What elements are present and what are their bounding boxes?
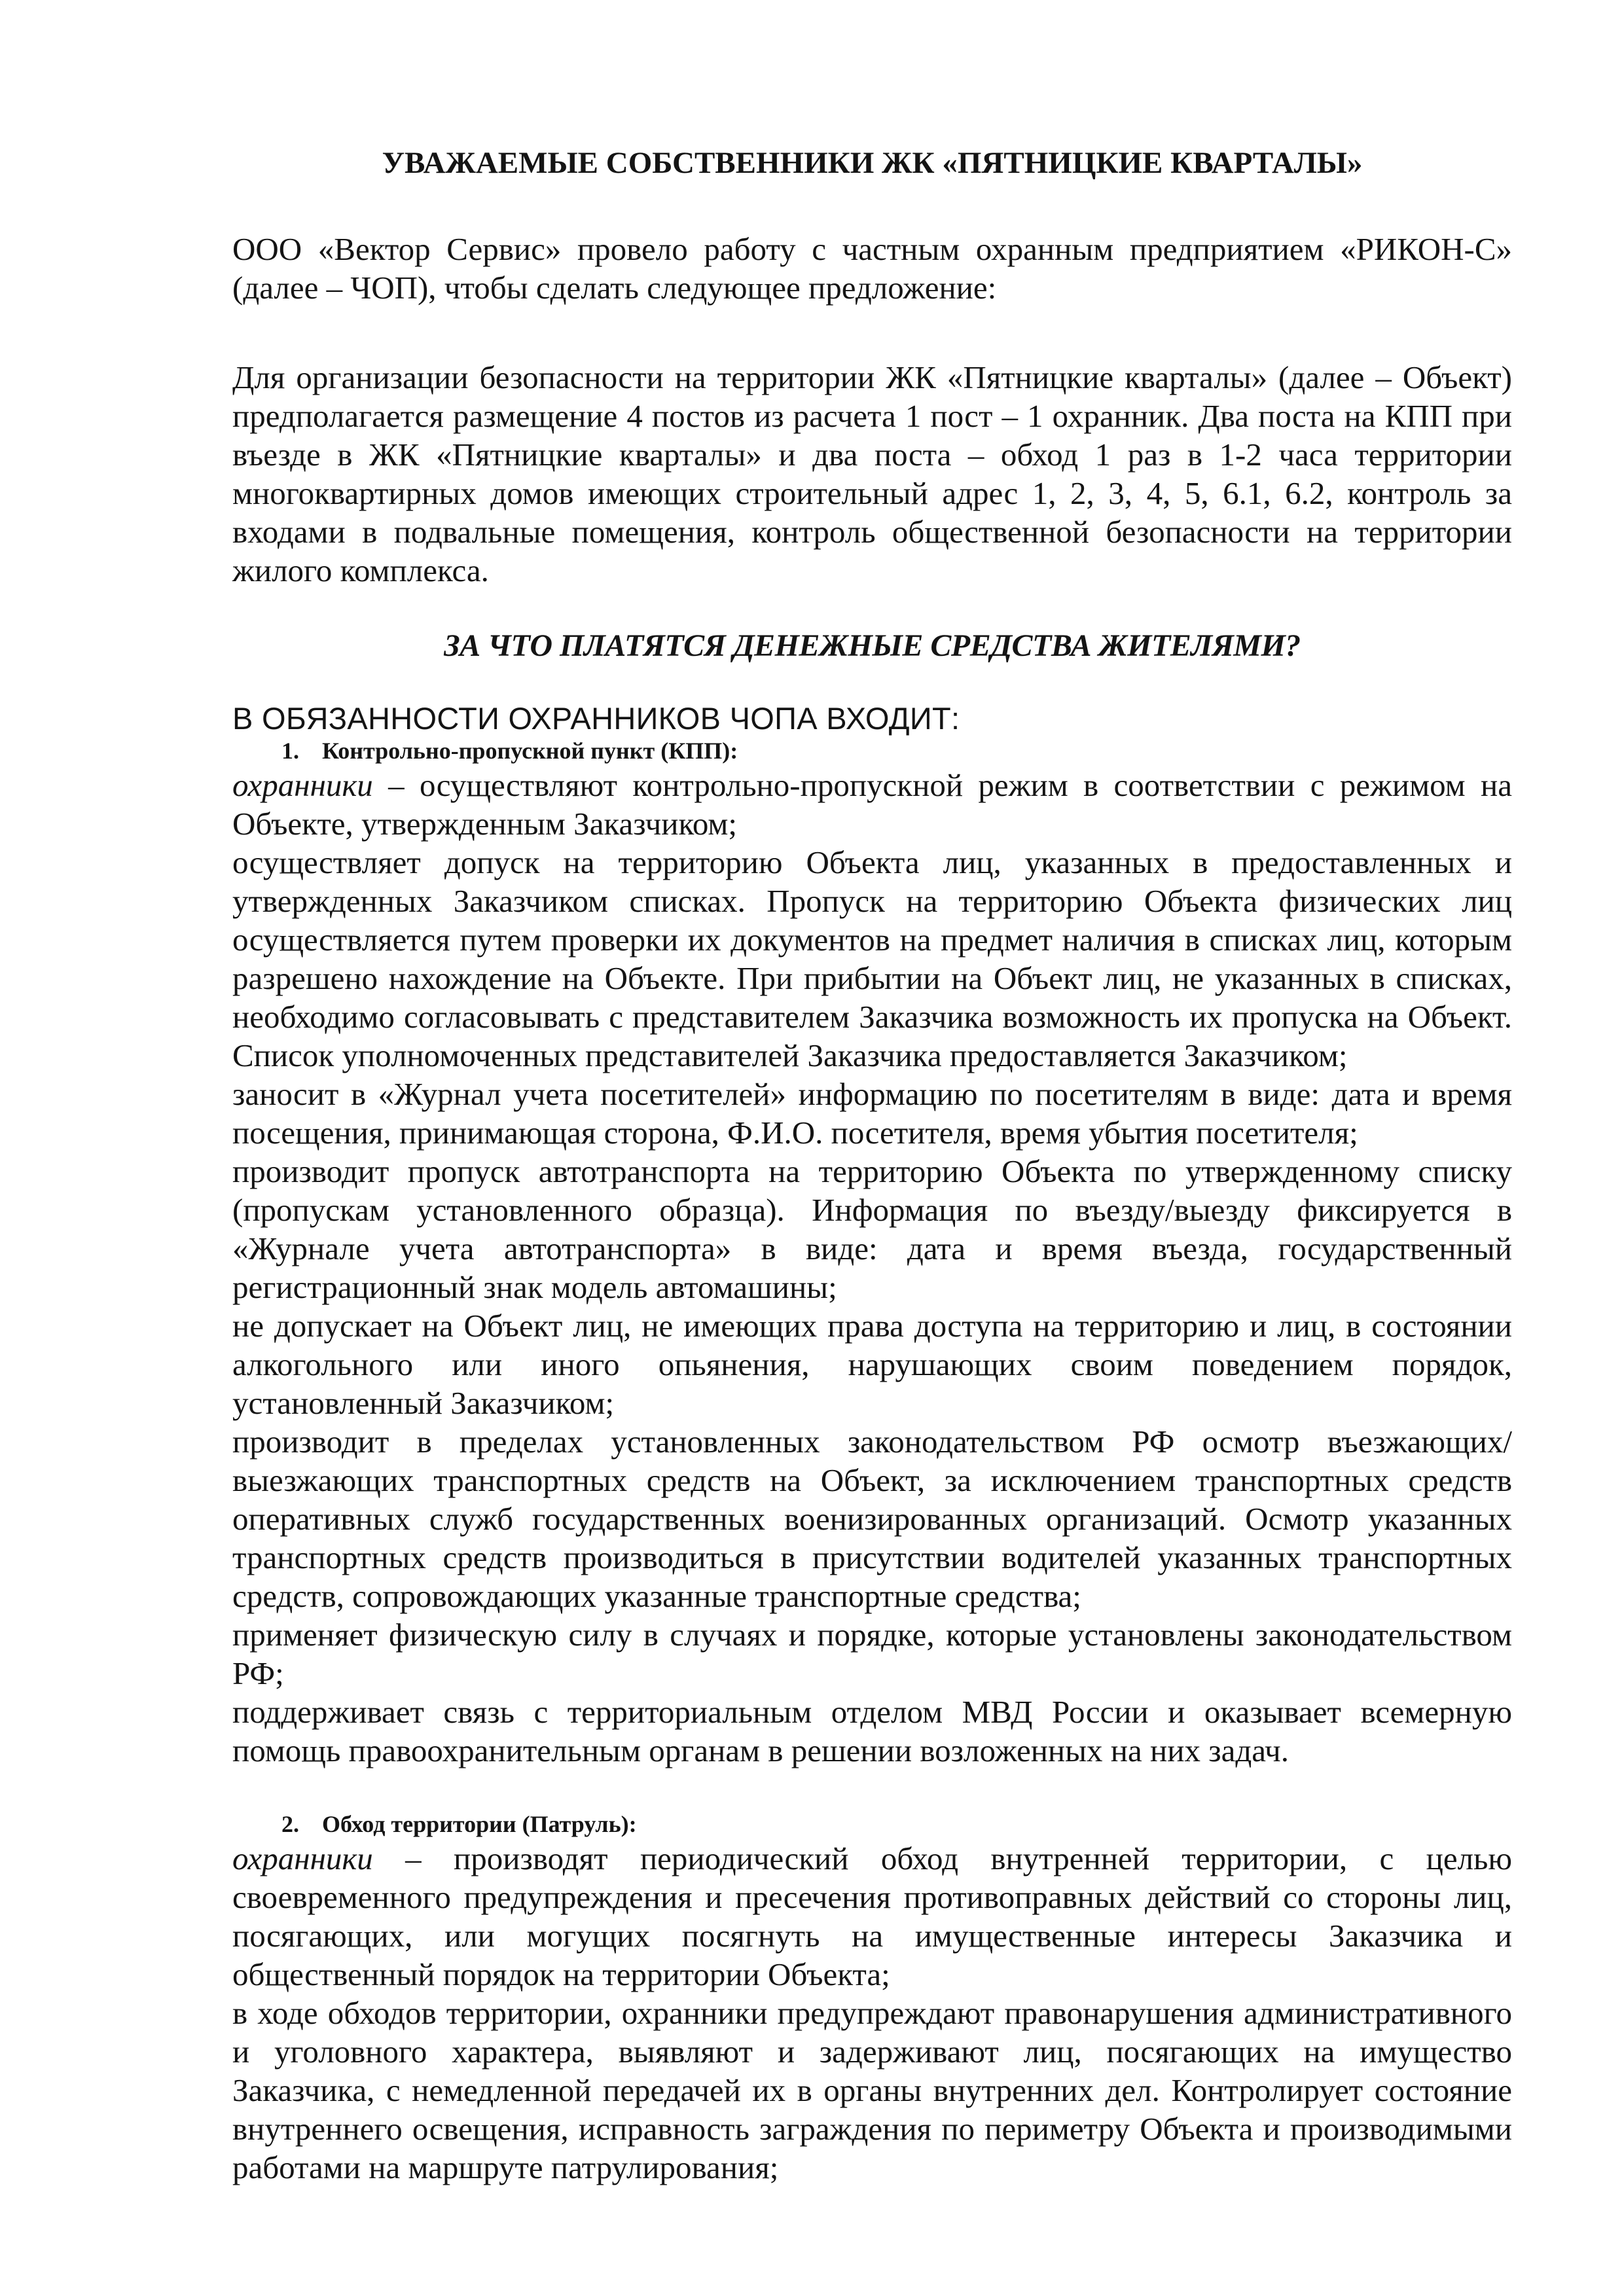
- duty-item: осуществляет допуск на территорию Объекта лиц, указанных в предоставленных и утвержденных Заказчиком списках. Пропуск на территорию Объекта физических лиц осуществляется путем проверки их документов на предмет наличия в списках лиц, которым разрешено нахождение на Объекте. При прибытии на Объект лиц, не указанных в списках, необходимо согласовывать с представителем Заказчика возможность их пропуска на Объект. Список уполномоченных представителей Заказчика предоставляется Заказчиком;: [232, 844, 1512, 1073]
- section-number: 2.: [281, 1811, 299, 1837]
- section-number: 1.: [281, 738, 299, 764]
- intro-paragraph: ООО «Вектор Сервис» провело работу с частным охранным предприятием «РИКОН-С» (далее – ЧОП), чтобы сделать следующее предложение:: [232, 231, 1512, 306]
- duty-item: применяет физическую силу в случаях и порядке, которые установлены законодательством РФ;: [232, 1617, 1512, 1691]
- section-kpp-lead: [232, 766, 1512, 843]
- lead-text: – производят периодический обход внутренней территории, с целью своевременного предупреждения и пресечения противоправных действий со стороны лиц, посягающих, или могущих посягнуть на имущественные интересы Заказчика и общественный порядок на территории Объекта;: [232, 1840, 1512, 1992]
- duty-item: не допускает на Объект лиц, не имеющих права доступа на территорию и лиц, в состоянии алкогольного или иного опьянения, нарушающих своим поведением порядок, установленный Заказчиком;: [232, 1308, 1512, 1421]
- duty-item: поддерживает связь с территориальным отделом МВД России и оказывает всемерную помощь правоохранительным органам в решении возложенных на них задач.: [232, 1694, 1512, 1768]
- duties-heading: В ОБЯЗАННОСТИ ОХРАННИКОВ ЧОПА ВХОДИТ:: [232, 701, 960, 736]
- duty-item: в ходе обходов территории, охранники предупреждают правонарушения административного и уголовного характера, выявляют и задерживают лиц, посягающих на имущество Заказчика, с немедленной передачей их в органы внутренних дел. Контролирует состояние внутреннего освещения, исправность заграждения по периметру Объекта и производимыми работами на маршруте патрулирования;: [232, 1995, 1512, 2185]
- section-title: Контрольно-пропускной пункт (КПП):: [322, 738, 738, 764]
- section-patrol-heading: [232, 1809, 1512, 1839]
- document-page: [232, 144, 1512, 2187]
- payment-question-heading: ЗА ЧТО ПЛАТЯТСЯ ДЕНЕЖНЫЕ СРЕДСТВА ЖИТЕЛЯМИ?: [444, 628, 1301, 663]
- duty-item: заносит в «Журнал учета посетителей» информацию по посетителям в виде: дата и время посещения, принимающая сторона, Ф.И.О. посетителя, время убытия посетителя;: [232, 1076, 1512, 1151]
- section-title: Обход территории (Патруль):: [322, 1811, 637, 1837]
- lead-word: охранники: [232, 767, 373, 803]
- section-kpp-heading: [232, 736, 1512, 766]
- duty-item: производит пропуск автотранспорта на территорию Объекта по утвержденному списку (пропускам установленного образца). Информация по въезду/выезду фиксируется в «Журнале учета автотранспорта» в виде: дата и время въезда, государственный регистрационный знак модель автомашины;: [232, 1153, 1512, 1305]
- organization-paragraph: Для организации безопасности на территории ЖК «Пятницкие кварталы» (далее – Объект) предполагается размещение 4 постов из расчета 1 пост – 1 охранник. Два поста на КПП при въезде в ЖК «Пятницкие кварталы» и два поста – обход 1 раз в 1-2 часа территории многоквартирных домов имеющих строительный адрес 1, 2, 3, 4, 5, 6.1, 6.2, контроль за входами в подвальные помещения, контроль общественной безопасности на территории жилого комплекса.: [232, 359, 1512, 588]
- lead-text: – осуществляют контрольно-пропускной режим в соответствии с режимом на Объекте, утвержденным Заказчиком;: [232, 767, 1512, 842]
- duty-item: производит в пределах установленных законодательством РФ осмотр въезжающих/выезжающих транспортных средств на Объект, за исключением транспортных средств оперативных служб государственных военизированных организаций. Осмотр указанных транспортных средств производиться в присутствии водителей указанных транспортных средств, сопровождающих указанные транспортные средства;: [232, 1424, 1512, 1614]
- lead-word: охранники: [232, 1840, 373, 1876]
- section-patrol-lead: [232, 1839, 1512, 1994]
- document-title: УВАЖАЕМЫЕ СОБСТВЕННИКИ ЖК «ПЯТНИЦКИЕ КВАРТАЛЫ»: [382, 146, 1363, 180]
